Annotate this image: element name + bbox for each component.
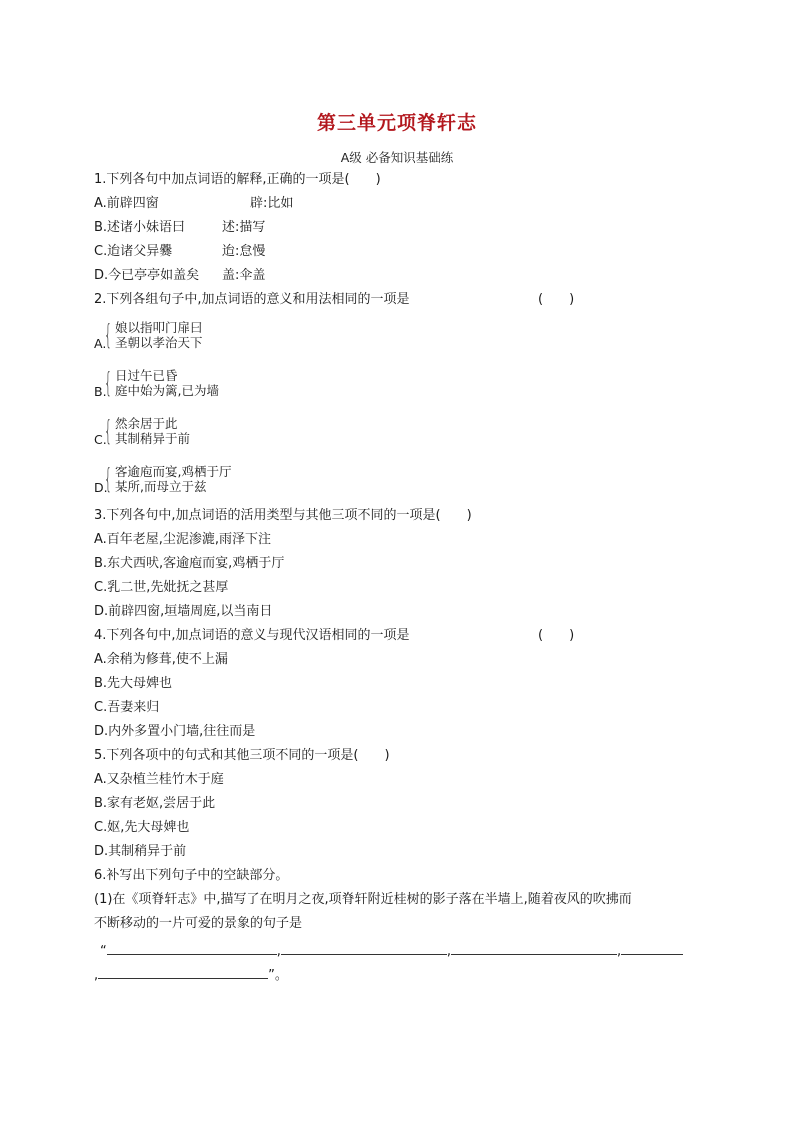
option-line-2: 圣朝以孝治天下 (115, 335, 203, 350)
option-line-1: 客逾庖而宴,鸡栖于厅 (115, 464, 232, 479)
comma: , (276, 944, 281, 959)
question-1-option-a (94, 196, 159, 212)
question-3-option-c: C.乳二世,先妣抚之甚厚 (94, 580, 229, 595)
question-4-option-a: A.余稍为修葺,使不上漏 (94, 652, 228, 667)
fill-blank-3[interactable] (451, 942, 617, 955)
option-label: C. (94, 432, 107, 447)
question-6-sub1-line-2: 不断移动的一片可爱的景象的句子是 (94, 916, 303, 931)
question-4-option-b: B.先大母婢也 (94, 676, 173, 691)
question-4-answer-paren: ( ) (538, 628, 575, 643)
question-4-option-d: D.内外多置小门墙,往往而是 (94, 724, 256, 739)
close-quote: ”。 (268, 968, 288, 983)
brace-icon: { (104, 366, 113, 399)
option-line-1: 然余居于此 (115, 416, 178, 431)
brace-icon: { (104, 462, 113, 495)
question-4-stem: 4.下列各句中,加点词语的意义与现代汉语相同的一项是 (94, 628, 410, 643)
open-quote: “ (100, 944, 107, 959)
question-1-option-b: B.述诸小妹语曰 (94, 220, 186, 235)
question-1-option-b-note: 述:描写 (222, 220, 266, 235)
option-label: D. (94, 480, 108, 495)
option-line-2: 某所,而母立于兹 (115, 479, 207, 494)
option-line-2: 庭中始为篱,已为墙 (115, 383, 219, 398)
option-line-2: 其制稍异于前 (115, 431, 191, 446)
question-6-sub1-line-1: (1)在《项脊轩志》中,描写了在明月之夜,项脊轩附近桂树的影子落在半墙上,随着夜风的吹拂而 (94, 892, 632, 907)
question-3-option-b: B.东犬西吠,客逾庖而宴,鸡栖于厅 (94, 556, 285, 571)
question-6-stem: 6.补写出下列句子中的空缺部分。 (94, 868, 289, 883)
question-4-option-c: C.吾妻来归 (94, 700, 160, 715)
comma: , (446, 944, 452, 959)
question-1-option-c-note: 迨:怠慢 (222, 244, 266, 259)
question-6-fill-row-2 (94, 966, 288, 984)
question-2-stem: 2.下列各组句子中,加点词语的意义和用法相同的一项是 (94, 292, 410, 307)
option-label: A. (94, 336, 107, 351)
question-5-stem: 5.下列各项中的句式和其他三项不同的一项是( ) (94, 748, 390, 763)
option-label: B. (94, 384, 107, 399)
question-5-option-c: C.妪,先大母婢也 (94, 820, 190, 835)
page-title: 第三单元项脊轩志 (316, 112, 477, 134)
fill-blank-4[interactable] (621, 942, 683, 955)
comma: , (617, 944, 622, 959)
question-1-option-a-note: 辟:比如 (250, 196, 294, 211)
question-5-option-a: A.又杂植兰桂竹木于庭 (94, 772, 224, 787)
fill-blank-1[interactable] (107, 942, 277, 955)
option-line-1: 娘以指叩门扉曰 (115, 320, 203, 335)
question-5-option-d: D.其制稍异于前 (94, 844, 187, 859)
section-subtitle: A级 必备知识基础练 (340, 150, 454, 165)
question-3-option-a: A.百年老屋,尘泥渗漉,雨泽下注 (94, 532, 272, 547)
question-3-stem: 3.下列各句中,加点词语的活用类型与其他三项不同的一项是( ) (94, 508, 472, 523)
fill-blank-2[interactable] (281, 942, 447, 955)
question-2-answer-paren: ( ) (538, 292, 575, 307)
question-1-stem: 1.下列各句中加点词语的解释,正确的一项是( ) (94, 172, 381, 187)
option-line-1: 日过午已昏 (115, 368, 178, 383)
brace-icon: { (104, 318, 113, 351)
question-1-option-d-note: 盖:伞盖 (222, 268, 266, 283)
comma: , (94, 968, 99, 983)
question-5-option-b: B.家有老妪,尝居于此 (94, 796, 216, 811)
brace-icon: { (104, 414, 113, 447)
question-1-option-c: C.迨诸父异爨 (94, 244, 173, 259)
question-1-option-d: D.今已亭亭如盖矣 (94, 268, 200, 283)
option-text: A.前辟四窗 (94, 196, 159, 211)
fill-blank-5[interactable] (98, 966, 268, 979)
question-6-fill-row-1 (100, 942, 683, 960)
question-3-option-d: D.前辟四窗,垣墙周庭,以当南日 (94, 604, 273, 619)
